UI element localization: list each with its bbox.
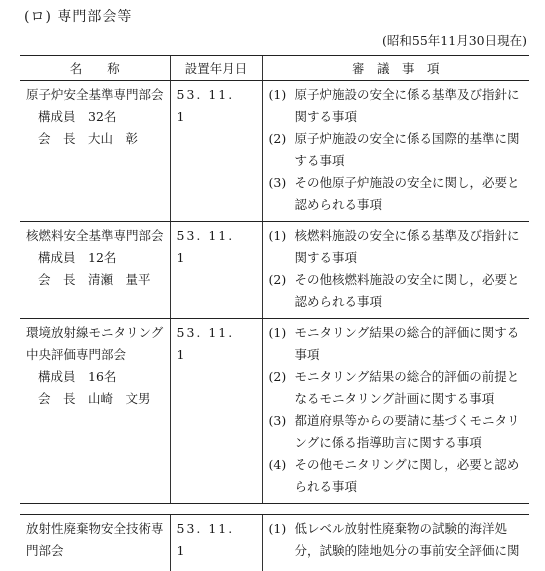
- matter-item: [269, 366, 524, 410]
- item-text: 原子炉施設の安全に係る国際的基準に関する事項: [295, 128, 524, 172]
- chair-name: 会 長 大山 彰: [26, 128, 164, 150]
- item-text: その他モニタリングに関し，必要と認められる事項: [295, 454, 524, 498]
- matter-item: [269, 454, 524, 498]
- header-name: 名 称: [20, 56, 170, 81]
- item-text: モニタリング結果の総合的評価に関する事項: [295, 322, 524, 366]
- table-row: [20, 515, 529, 571]
- table-row: [20, 319, 529, 504]
- subcommittee-table: [20, 55, 529, 571]
- subcommittee-name: 環境放射線モニタリング中央評価専門部会: [26, 322, 164, 366]
- chair-name: 会 長 清瀬 量平: [26, 269, 164, 291]
- item-number: (2): [269, 269, 295, 313]
- matter-item: [269, 84, 524, 128]
- item-number: (3): [269, 410, 295, 454]
- item-number: (2): [269, 366, 295, 410]
- item-text: モニタリング結果の総合的評価の前提となるモニタリング計画に関する事項: [295, 366, 524, 410]
- table-row: [20, 222, 529, 319]
- item-text: 都道府県等からの要請に基づくモニタリングに係る指導助言に関する事項: [295, 410, 524, 454]
- name-cell: [20, 81, 170, 222]
- subcommittee-name: 放射性廃棄物安全技術専門部会: [26, 518, 164, 562]
- item-number: (3): [269, 172, 295, 216]
- row-separator: [20, 504, 529, 515]
- matter-item: [269, 172, 524, 216]
- item-text: 低レベル放射性廃棄物の試験的海洋処分，試験的陸地処分の事前安全評価に関: [295, 518, 524, 566]
- header-date: 設置年月日: [170, 56, 262, 81]
- established-date: 53. 11. 1: [170, 222, 262, 319]
- item-text: 核燃料施設の安全に係る基準及び指針に関する事項: [295, 225, 524, 269]
- matter-item: [269, 322, 524, 366]
- table-header-row: [20, 56, 529, 81]
- item-number: (2): [269, 128, 295, 172]
- matter-item: [269, 269, 524, 313]
- matters-cell: [262, 319, 529, 504]
- matter-item: [269, 128, 524, 172]
- chair-name: 会 長 山崎 文男: [26, 388, 164, 410]
- member-count: 構成員 12名: [26, 247, 164, 269]
- matter-item: [269, 518, 524, 566]
- subcommittee-name: 核燃料安全基準専門部会: [26, 225, 164, 247]
- item-text: その他核燃料施設の安全に関し，必要と認められる事項: [295, 269, 524, 313]
- established-date: 53. 11. 1: [170, 515, 262, 571]
- as-of-date: (昭和55年11月30日現在): [382, 31, 527, 49]
- item-number: (4): [269, 454, 295, 498]
- matters-cell: [262, 81, 529, 222]
- matters-cell: [262, 515, 529, 571]
- header-matters: 審 議 事 項: [262, 56, 529, 81]
- member-count: 構成員 16名: [26, 366, 164, 388]
- name-cell: [20, 222, 170, 319]
- established-date: 53. 11. 1: [170, 319, 262, 504]
- item-number: (1): [269, 225, 295, 269]
- table-row: [20, 81, 529, 222]
- name-cell: [20, 515, 170, 571]
- item-text: その他原子炉施設の安全に関し，必要と認められる事項: [295, 172, 524, 216]
- matters-cell: [262, 222, 529, 319]
- section-heading: (ロ) 専門部会等: [24, 6, 132, 26]
- established-date: 53. 11. 1: [170, 81, 262, 222]
- subcommittee-name: 原子炉安全基準専門部会: [26, 84, 164, 106]
- item-number: (1): [269, 84, 295, 128]
- name-cell: [20, 319, 170, 504]
- item-number: (1): [269, 518, 295, 566]
- item-text: 原子炉施設の安全に係る基準及び指針に関する事項: [295, 84, 524, 128]
- matter-item: [269, 225, 524, 269]
- member-count: 構成員 32名: [26, 106, 164, 128]
- matter-item: [269, 410, 524, 454]
- item-number: (1): [269, 322, 295, 366]
